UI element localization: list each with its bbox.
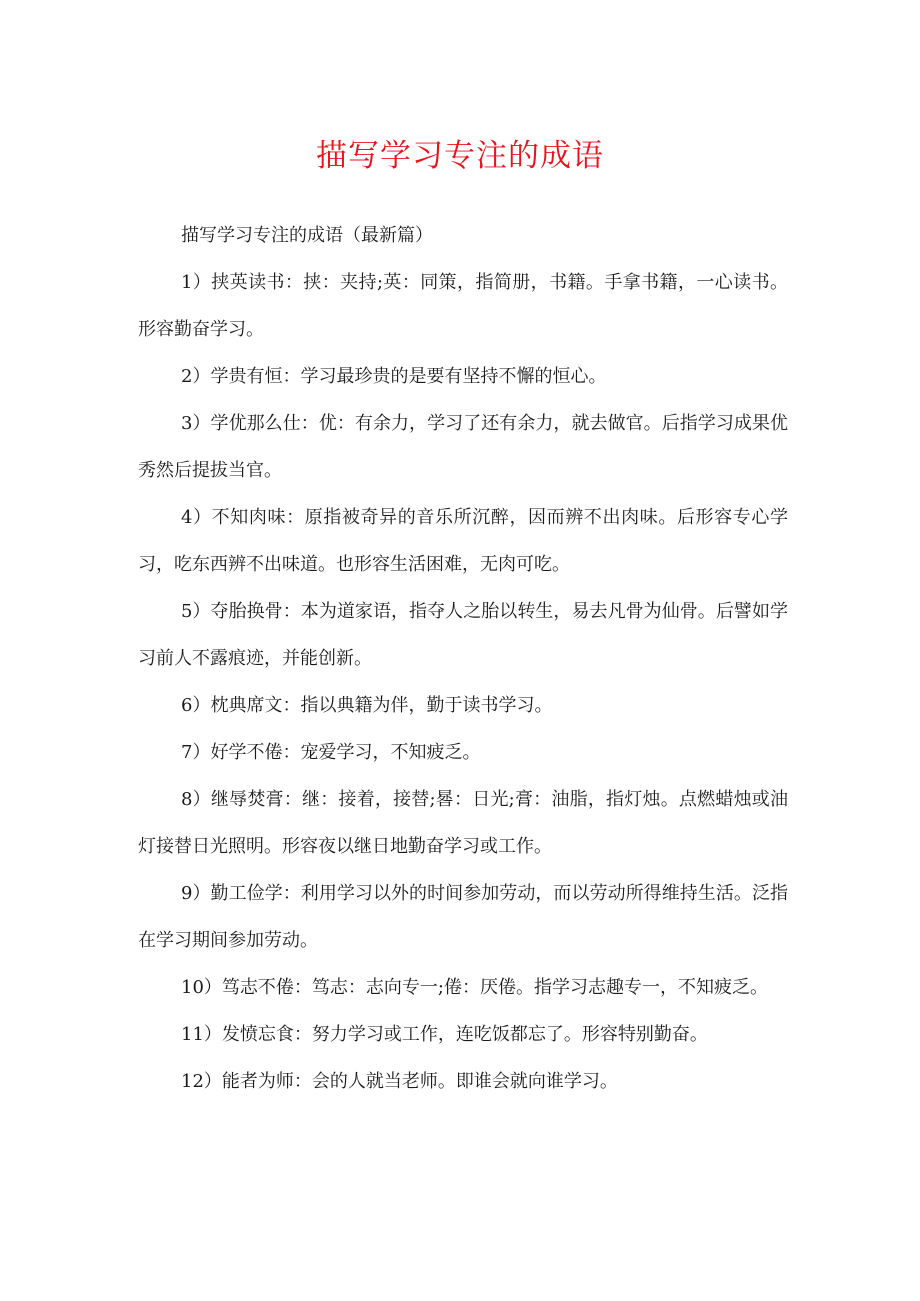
idiom-paragraph-1: 1）挟英读书：挟：夹持;英：同策，指简册，书籍。手拿书籍，一心读书。形容勤奋学习。	[138, 272, 788, 340]
idiom-paragraph-10: 10）笃志不倦：笃志：志向专一;倦：厌倦。指学习志趣专一，不知疲乏。	[181, 977, 768, 998]
subtitle-paragraph: 描写学习专注的成语（最新篇）	[181, 225, 433, 246]
idiom-paragraph-12: 12）能者为师：会的人就当老师。即谁会就向谁学习。	[181, 1071, 618, 1092]
document-title: 描写学习专注的成语	[316, 138, 604, 174]
idiom-paragraph-3: 3）学优那么仕：优：有余力，学习了还有余力，就去做官。后指学习成果优秀然后提拔当官。	[138, 413, 788, 481]
idiom-paragraph-4: 4）不知肉味：原指被奇异的音乐所沉醉，因而辨不出肉味。后形容专心学习，吃东西辨不出味道。也形容生活困难，无肉可吃。	[138, 507, 788, 575]
idiom-paragraph-8: 8）继辱焚膏：继：接着，接替;晷：日光;膏：油脂，指灯烛。点燃蜡烛或油灯接替日光照明。形容夜以继日地勤奋学习或工作。	[138, 789, 788, 857]
idiom-paragraph-2: 2）学贵有恒：学习最珍贵的是要有坚持不懈的恒心。	[181, 366, 607, 387]
document-body	[138, 212, 788, 1105]
idiom-paragraph-7: 7）好学不倦：宠爱学习，不知疲乏。	[181, 742, 481, 763]
idiom-paragraph-5: 5）夺胎换骨：本为道家语，指夺人之胎以转生，易去凡骨为仙骨。后譬如学习前人不露痕迹，并能创新。	[138, 601, 788, 669]
idiom-paragraph-6: 6）枕典席文：指以典籍为伴，勤于读书学习。	[181, 695, 553, 716]
idiom-paragraph-9: 9）勤工俭学：利用学习以外的时间参加劳动，而以劳动所得维持生活。泛指在学习期间参加劳动。	[138, 883, 788, 951]
idiom-paragraph-11: 11）发愤忘食：努力学习或工作，连吃饭都忘了。形容特别勤奋。	[181, 1024, 708, 1045]
